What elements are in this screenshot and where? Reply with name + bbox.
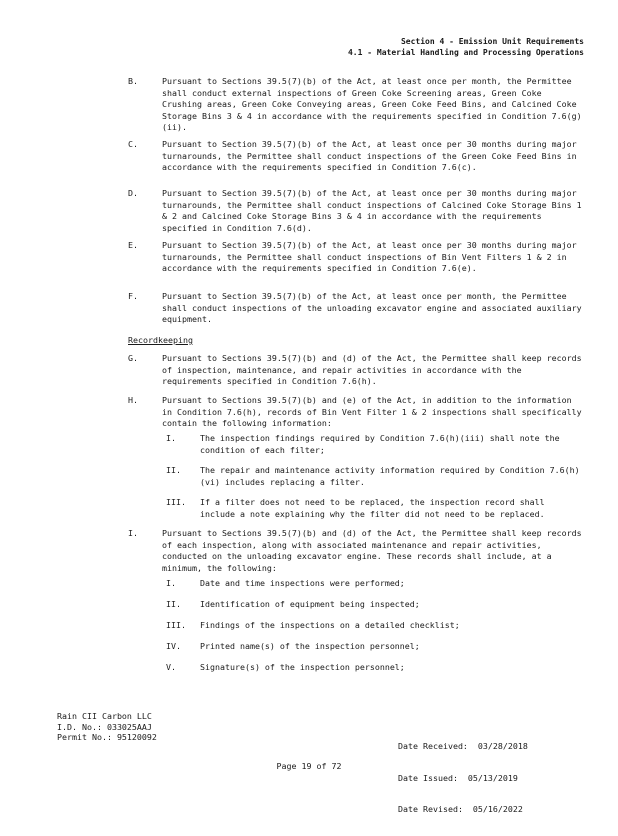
item-text: Pursuant to Section 39.5(7)(b) of the Act, at least once per 30 months during major turnarounds, the Permittee shall conduct inspections of Bin Vent Filters 1 & 2 in accordance with the requirements specified in Condition 7.6(e). bbox=[162, 240, 577, 274]
date-issued: Date Issued: 05/13/2019 bbox=[398, 772, 518, 783]
item-text: Pursuant to Section 39.5(7)(b) of the Act, at least once per 30 months during major turnarounds, the Permittee shall conduct inspections of Calcined Coke Storage Bins 1 & 2 and Calcined Coke Storage Bins 3 & 4 in accordance with the requirements specified in Condition 7.6(d). bbox=[162, 188, 582, 233]
item-label: F. bbox=[128, 291, 138, 301]
subitem-text: Signature(s) of the inspection personnel; bbox=[200, 662, 405, 672]
subitem-label: I. bbox=[166, 433, 176, 443]
item-label: B. bbox=[128, 76, 138, 86]
subitem-text: Findings of the inspections on a detailed checklist; bbox=[200, 620, 460, 630]
subitem-text: Printed name(s) of the inspection personnel; bbox=[200, 641, 420, 651]
subitem-label: III. bbox=[166, 497, 186, 507]
recordkeeping-heading: Recordkeeping bbox=[128, 335, 193, 345]
footer-dates bbox=[398, 720, 528, 836]
item-label: E. bbox=[128, 240, 138, 250]
subitem-text: The repair and maintenance activity information required by Condition 7.6(h)(vi) includes replacing a filter. bbox=[200, 465, 580, 487]
subitem-text: The inspection findings required by Condition 7.6(h)(iii) shall note the condition of each filter; bbox=[200, 433, 560, 455]
footer-permittee-info bbox=[57, 711, 157, 743]
subitem-label: IV. bbox=[166, 641, 181, 651]
record-label: I. bbox=[128, 528, 138, 538]
section-title: Section 4 - Emission Unit Requirements bbox=[400, 37, 584, 46]
item-label: D. bbox=[128, 188, 138, 198]
item-text: Pursuant to Section 39.5(7)(b) of the Act, at least once per 30 months during major turnarounds, the Permittee shall conduct inspections of the Green Coke Feed Bins in accordance with the requirements specified in Condition 7.6(c). bbox=[162, 139, 577, 173]
date-revised: Date Revised: 05/16/2022 bbox=[398, 804, 523, 814]
record-text: Pursuant to Sections 39.5(7)(b) and (e) of the Act, in addition to the information in Condition 7.6(h), records of Bin Vent Filter 1 & 2 inspections shall specifically contain the following information: bbox=[162, 395, 582, 429]
subitem-label: V. bbox=[166, 662, 176, 672]
subitem-label: II. bbox=[166, 465, 181, 475]
item-text: Pursuant to Sections 39.5(7)(b) of the Act, at least once per month, the Permittee shall conduct external inspections of Green Coke Screening areas, Green Coke Crushing areas, Green Coke Conveying areas, Green Coke Feed Bins, and Calcined Coke Storage Bins 3 & 4 in accordance with the requirements specified in Condition 7.6(g)(ii). bbox=[162, 76, 582, 133]
subitem-label: III. bbox=[166, 620, 186, 630]
subitem-label: II. bbox=[166, 599, 181, 609]
subitem-text: If a filter does not need to be replaced, the inspection record shall include a note explaining why the filter did not need to be replaced. bbox=[200, 497, 545, 519]
date-received: Date Received: 03/28/2018 bbox=[398, 741, 528, 751]
facility-id: I.D. No.: 033025AAJ bbox=[57, 721, 152, 732]
section-header bbox=[348, 36, 584, 58]
page-number: Page 19 of 72 bbox=[276, 761, 342, 771]
permit-number: Permit No.: 95120092 bbox=[57, 732, 157, 742]
record-label: H. bbox=[128, 395, 138, 405]
item-label: C. bbox=[128, 139, 138, 149]
item-text: Pursuant to Section 39.5(7)(b) of the Act, at least once per month, the Permittee shall conduct inspections of the unloading excavator engine and associated auxiliary equipment. bbox=[162, 291, 582, 325]
record-text: Pursuant to Sections 39.5(7)(b) and (d) of the Act, the Permittee shall keep records of inspection, maintenance, and repair activities in accordance with the requirements specified in Condition 7.6(h). bbox=[162, 353, 582, 387]
subsection-title: 4.1 - Material Handling and Processing Operations bbox=[347, 48, 584, 57]
record-label: G. bbox=[128, 353, 138, 363]
record-text: Pursuant to Sections 39.5(7)(b) and (d) of the Act, the Permittee shall keep records of each inspection, along with associated maintenance and repair activities, conducted on the unloading excavator engine. These records shall include, at a minimum, the following: bbox=[162, 528, 582, 573]
subitem-text: Date and time inspections were performed; bbox=[200, 578, 405, 588]
subitem-text: Identification of equipment being inspected; bbox=[200, 599, 420, 609]
subitem-label: I. bbox=[166, 578, 176, 588]
company-name: Rain CII Carbon LLC bbox=[57, 711, 152, 721]
